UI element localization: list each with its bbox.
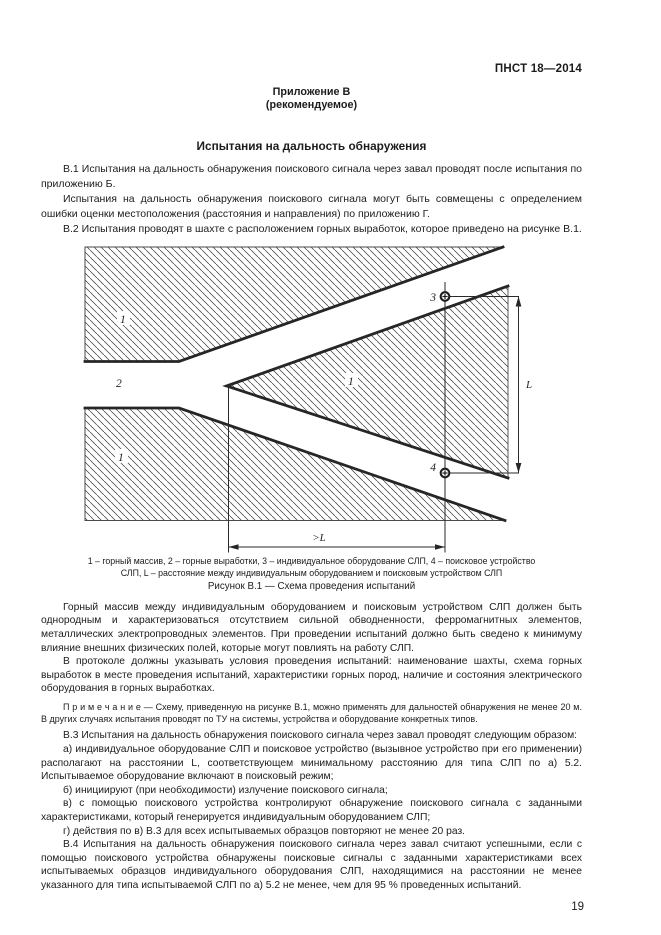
figure-caption-line1: 1 – горный массив, 2 – горные выработки, 3 – индивидуальное оборудование СЛП, 4 – поисковое устройство — [87, 556, 536, 566]
section-title: Испытания на дальность обнаружения — [196, 139, 427, 153]
page-content — [41, 0, 582, 913]
paragraph-b3-v: в) с помощью поискового устройства контролируют обнаружение поискового сигнала с заданными характеристиками, который генерируется индивидуальным оборудованием СЛП; — [41, 798, 582, 823]
label-rock-middle: 1 — [348, 376, 354, 388]
search-device-symbol — [441, 469, 450, 478]
label-workings: 2 — [116, 378, 122, 390]
label-rock-bottom: 1 — [118, 452, 124, 464]
arrow-up — [516, 297, 522, 307]
arrow-left — [229, 544, 239, 550]
figure-title: Рисунок В.1 — Схема проведения испытаний — [207, 580, 416, 592]
dimension-l-label: L — [526, 379, 533, 391]
paragraph-b1: В.1 Испытания на дальность обнаружения поискового сигнала через завал проводят после испытания по приложению Б. — [41, 163, 582, 190]
figure-caption-line2: СЛП, L – расстояние между индивидуальным оборудованием и поисковым устройством СЛП — [120, 568, 503, 579]
appendix-heading — [41, 86, 582, 112]
paragraph-rock-mass: Горный массив между индивидуальным оборудованием и поисковым устройством СЛП должен быть однородным и характеризоваться отсутствием сильной обводненности, ферромагнитных элементов, металлических электропроводных элементов. При проведении испытаний должно быть сведено к минимуму влияние внешних физических полей, которые могут повлиять на работу СЛП. — [41, 601, 582, 654]
arrow-down — [516, 463, 522, 473]
mine-scheme-diagram — [83, 241, 535, 553]
paragraph-b3-a: а) индивидуальное оборудование СЛП и поисковое устройство (вызывное устройство при его применении) располагают на расстоянии L, соответствующем минимальному расстоянию для типа СЛП по а) 5.2. Испытываемое оборудование включают в поисковый режим; — [41, 743, 582, 783]
paragraph-b2: В.2 Испытания проводят в шахте с расположением горных выработок, которое приведено на рисунке В.1. — [63, 223, 582, 235]
figure-caption — [41, 555, 582, 580]
label-rock-top: 1 — [120, 314, 126, 326]
paragraph-protocol: В протоколе должны указывать условия проведения испытаний: наименование шахты, схема горных выработок в месте проведения испытаний, характеристики горных пород, наличие и состояния электрического оборудования в горных выработках. — [41, 656, 582, 695]
standard-code: ПНСТ 18—2014 — [494, 63, 582, 75]
figure-b1 — [41, 241, 582, 593]
arrow-right — [435, 544, 445, 550]
appendix-subtitle: (рекомендуемое) — [265, 99, 358, 111]
note-paragraph: П р и м е ч а н и е — Схему, приведенную на рисунке В.1, можно применять для дальностей обнаружения не менее 20 м. В других случаях испытания проводят по ТУ на системы, устройства и оборудование конкретных типов. — [41, 701, 582, 725]
dimension-gl-label: >L — [312, 532, 326, 544]
paragraph-b3: В.3 Испытания на дальность обнаружения поискового сигнала через завал проводят следующим образом: — [63, 730, 578, 742]
paragraph-b4: В.4 Испытания на дальность обнаружения поискового сигнала через завал считают успешными, если с помощью поискового устройства обнаружены поисковые сигналы с заданными характеристиками всех испытываемых образцов индивидуального оборудования СЛП, находящимися на расстоянии не менее указанного для типа испытываемой СЛП по а) 5.2 не менее, чем для 95 % проведенных испытаний. — [41, 839, 582, 891]
page-number: 19 — [571, 900, 584, 913]
appendix-title: Приложение В — [272, 86, 351, 98]
label-individual-equipment: 3 — [430, 292, 436, 304]
individual-equipment-symbol — [441, 292, 450, 301]
paragraph-b3-g: г) действия по в) В.3 для всех испытываемых образцов повторяют не менее 20 раз. — [63, 825, 466, 837]
label-search-device: 4 — [430, 462, 436, 474]
paragraph-b3-b: б) инициируют (при необходимости) излучение поискового сигнала; — [63, 784, 388, 796]
paragraph-b1-cont: Испытания на дальность обнаружения поискового сигнала могут быть совмещены с определением ошибки оценки местоположения (расстояния и направления) по приложению Г. — [41, 193, 582, 220]
